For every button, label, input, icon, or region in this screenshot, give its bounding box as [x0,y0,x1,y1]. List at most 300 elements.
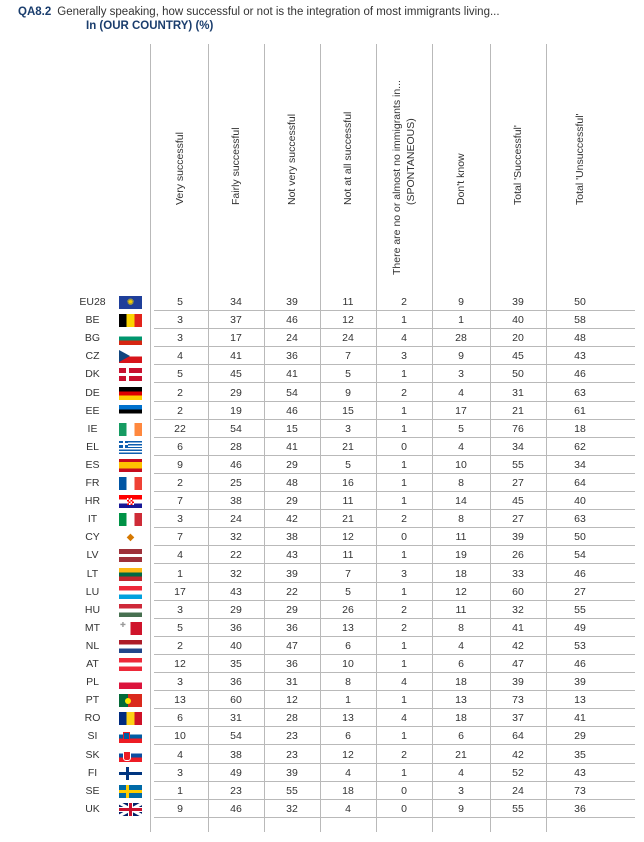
value-cell: 18 [342,784,354,797]
value-cell: 31 [512,386,524,399]
flag-part [119,387,142,400]
value-cell: 39 [512,296,524,308]
column-header: Don't know [455,153,467,205]
table-row [75,402,635,420]
value-cell: 46 [230,802,242,815]
value-cell: 31 [230,712,242,725]
value-cell: 50 [512,368,524,381]
value-cell: 46 [574,658,586,670]
value-cell: 49 [574,621,586,634]
value-cell: 0 [401,531,407,544]
table-row [75,438,635,456]
value-cell: 6 [177,712,183,725]
flag-es-icon [119,459,142,472]
table-row [75,583,635,601]
value-cell: 2 [177,386,183,399]
value-cell: 46 [574,368,586,381]
flag-part [119,640,142,653]
value-cell: 3 [458,784,464,797]
flag-part [119,477,142,490]
flag-part [123,732,130,740]
value-cell: 19 [455,549,467,562]
value-cell: 9 [345,386,351,399]
value-cell: 34 [512,440,524,453]
flag-fi-icon [119,767,142,780]
value-cell: 22 [286,585,298,598]
value-cell: 1 [401,585,407,598]
value-cell: 60 [230,694,242,707]
value-cell: 43 [230,585,242,598]
value-cell: 24 [512,784,524,797]
value-cell: 3 [177,603,183,616]
table-row [75,764,635,782]
value-cell: 55 [574,603,586,616]
value-cell: 27 [512,477,524,489]
value-cell: 39 [286,567,298,580]
country-code: ES [85,458,100,471]
flag-part [119,808,142,811]
value-cell: 27 [512,513,524,526]
value-cell: 2 [401,296,407,308]
value-cell: 11 [455,603,467,616]
value-cell: 42 [286,513,298,526]
value-cell: 3 [177,332,183,345]
value-cell: 47 [512,658,524,670]
column-header-note: (SPONTANEOUS) [405,118,417,205]
value-cell: 4 [177,549,183,562]
value-cell: 76 [512,422,524,435]
value-cell: 4 [458,639,464,652]
table-row [75,456,635,474]
value-cell: 39 [286,296,298,308]
flag-part [119,332,142,345]
value-cell: 13 [574,694,586,707]
value-cell: 28 [230,440,242,453]
value-cell: 2 [177,477,183,489]
flag-mt-icon [119,622,142,635]
value-cell: 32 [512,603,524,616]
flag-part [119,604,142,617]
value-cell: 12 [174,658,186,670]
value-cell: 13 [342,621,354,634]
table-row [75,329,635,347]
value-cell: 41 [574,712,586,725]
flag-cy-icon [119,531,142,544]
value-cell: 63 [574,513,586,526]
value-cell: 63 [574,386,586,399]
flag-part [119,749,142,762]
value-cell: 36 [286,350,298,363]
value-cell: 15 [342,404,354,417]
value-cell: 43 [574,350,586,363]
value-cell: 1 [401,730,407,743]
value-cell: 11 [342,549,354,562]
value-cell: 47 [286,639,298,652]
table-row [75,510,635,528]
column-header: Total 'Successful' [512,125,524,205]
value-cell: 21 [342,513,354,526]
value-cell: 37 [512,712,524,725]
value-cell: 10 [455,458,467,471]
value-cell: 2 [401,748,407,761]
value-cell: 46 [286,404,298,417]
value-cell: 35 [230,658,242,670]
value-cell: 0 [401,784,407,797]
table-row [75,565,635,583]
flag-part [119,443,128,445]
value-cell: 13 [342,712,354,725]
value-cell: 53 [574,639,586,652]
value-cell: 50 [574,531,586,544]
value-cell: 2 [177,404,183,417]
flag-part [119,423,142,436]
flag-el-icon [119,441,142,454]
value-cell: 2 [401,603,407,616]
flag-part: ✚ [120,621,126,629]
table-row [75,601,635,619]
flag-pl-icon [119,676,142,689]
value-cell: 42 [512,748,524,761]
value-cell: 36 [286,621,298,634]
country-code: DK [85,368,100,381]
table-row [75,619,635,637]
flag-part [119,405,142,418]
value-cell: 18 [455,712,467,725]
value-cell: 9 [177,802,183,815]
flag-part [125,698,131,704]
value-cell: 12 [342,531,354,544]
country-code: UK [85,802,100,815]
value-cell: 4 [401,332,407,345]
value-cell: 73 [512,694,524,707]
flag-fr-icon [119,477,142,490]
table-row [75,655,635,673]
value-cell: 6 [345,639,351,652]
value-cell: 9 [458,350,464,363]
value-cell: 55 [512,458,524,471]
table-row [75,420,635,438]
value-cell: 48 [286,477,298,489]
value-cell: 4 [458,440,464,453]
country-code: PL [86,676,99,689]
country-code: RO [84,712,101,725]
value-cell: 1 [177,567,183,580]
value-cell: 39 [574,676,586,689]
flag-at-icon [119,658,142,671]
flag-be-icon [119,314,142,327]
value-cell: 7 [345,350,351,363]
value-cell: 3 [458,368,464,381]
country-code: PT [85,694,100,707]
value-cell: 29 [230,386,242,399]
value-cell: 49 [230,766,242,779]
country-code: FI [87,766,98,779]
table-row [75,311,635,329]
country-code: EU28 [79,296,106,308]
country-code: BG [84,332,101,345]
value-cell: 29 [286,495,298,508]
value-cell: 19 [230,404,242,417]
value-cell: 26 [342,603,354,616]
flag-uk-icon [119,803,142,816]
value-cell: 0 [401,440,407,453]
value-cell: 45 [230,368,242,381]
value-cell: 45 [512,350,524,363]
value-cell: 34 [574,458,586,471]
flag-part [119,622,142,635]
value-cell: 8 [458,513,464,526]
column-header: Total 'Unsuccessful' [574,113,586,205]
value-cell: 55 [286,784,298,797]
value-cell: 5 [345,368,351,381]
value-cell: 25 [230,477,242,489]
value-cell: 29 [286,458,298,471]
question-text: Generally speaking, how successful or not is the integration of most immigrants living... [57,6,500,18]
value-cell: 73 [574,784,586,797]
column-header: Not at all successful [342,111,354,205]
value-cell: 40 [230,639,242,652]
country-code: DE [85,386,100,399]
value-cell: 54 [230,730,242,743]
flag-part [119,314,142,327]
value-cell: 23 [286,748,298,761]
value-cell: 4 [177,748,183,761]
flag-de-icon [119,387,142,400]
value-cell: 6 [458,658,464,670]
value-cell: 17 [455,404,467,417]
value-cell: 1 [177,784,183,797]
value-cell: 54 [230,422,242,435]
flag-part [119,350,130,362]
value-cell: 46 [286,314,298,327]
column-header: Not very successful [286,113,298,205]
value-cell: 1 [401,458,407,471]
value-cell: 28 [286,712,298,725]
value-cell: 60 [512,585,524,598]
value-cell: 32 [230,567,242,580]
value-cell: 4 [345,802,351,815]
value-cell: 36 [230,621,242,634]
country-code: SK [85,748,100,761]
flag-part [119,586,142,599]
value-cell: 1 [401,549,407,562]
country-code: NL [85,639,100,652]
value-cell: 18 [455,567,467,580]
value-cell: 41 [230,350,242,363]
flag-part: ✺ [119,296,142,309]
value-cell: 23 [286,730,298,743]
flag-hr-icon [119,495,142,508]
value-cell: 41 [286,440,298,453]
value-cell: 46 [574,567,586,580]
country-code: IE [87,422,98,435]
value-cell: 43 [574,766,586,779]
flag-part [119,368,142,381]
flag-hu-icon [119,604,142,617]
value-cell: 3 [177,676,183,689]
value-cell: 16 [342,477,354,489]
flag-pt-icon [119,694,142,707]
flag-lu-icon [119,586,142,599]
value-cell: 46 [230,458,242,471]
value-cell: 5 [177,368,183,381]
value-cell: 22 [230,549,242,562]
country-code: LU [85,585,100,598]
value-cell: 5 [177,621,183,634]
value-cell: 8 [345,676,351,689]
flag-part [119,694,142,707]
table-row [75,800,635,818]
flag-part [119,441,142,454]
flag-ee-icon [119,405,142,418]
value-cell: 35 [574,748,586,761]
value-cell: 39 [512,676,524,689]
value-cell: 26 [512,549,524,562]
value-cell: 5 [345,585,351,598]
value-cell: 38 [286,531,298,544]
value-cell: 2 [401,386,407,399]
flag-part [119,712,142,725]
flag-part [119,513,142,526]
value-cell: 1 [401,368,407,381]
value-cell: 3 [177,766,183,779]
value-cell: 8 [458,477,464,489]
value-cell: 7 [177,531,183,544]
value-cell: 18 [574,422,586,435]
value-cell: 24 [342,332,354,345]
value-cell: 13 [174,694,186,707]
value-cell: 9 [177,458,183,471]
value-cell: 4 [345,766,351,779]
value-cell: 21 [455,748,467,761]
country-code: IT [87,513,98,526]
value-cell: 32 [286,802,298,815]
value-cell: 4 [401,676,407,689]
value-cell: 12 [342,314,354,327]
country-code: EE [85,404,100,417]
value-cell: 61 [574,404,586,417]
value-cell: 9 [458,296,464,308]
value-cell: 12 [342,748,354,761]
country-code: CZ [85,350,100,363]
table-row [75,637,635,655]
table-row [75,365,635,383]
country-code: HR [84,495,101,508]
value-cell: 3 [177,314,183,327]
flag-part [119,495,142,508]
flag-part [119,730,142,743]
table-row [75,528,635,546]
value-cell: 3 [401,350,407,363]
value-cell: 54 [286,386,298,399]
value-cell: 1 [345,694,351,707]
value-cell: 22 [174,422,186,435]
table-row [75,474,635,492]
value-cell: 3 [345,422,351,435]
value-cell: 1 [458,314,464,327]
value-cell: 14 [455,495,467,508]
country-code: FR [85,477,100,489]
value-cell: 50 [574,296,586,308]
column-header: Fairly successful [230,127,242,205]
table-row [75,782,635,800]
table-row [75,673,635,691]
value-cell: 11 [342,495,354,508]
value-cell: 54 [574,549,586,562]
flag-dk-icon [119,368,142,381]
flag-part [119,373,142,376]
value-cell: 24 [230,513,242,526]
value-cell: 4 [458,386,464,399]
table-row [75,709,635,727]
flag-se-icon [119,785,142,798]
country-code: HU [84,603,101,616]
value-cell: 11 [342,296,354,308]
value-cell: 1 [401,404,407,417]
flag-it-icon [119,513,142,526]
flag-eu-icon [119,296,142,309]
value-cell: 18 [455,676,467,689]
value-cell: 42 [512,639,524,652]
value-cell: 32 [230,531,242,544]
value-cell: 38 [230,748,242,761]
value-cell: 7 [177,495,183,508]
value-cell: 3 [401,567,407,580]
value-cell: 8 [458,621,464,634]
value-cell: 4 [401,712,407,725]
value-cell: 1 [401,658,407,670]
value-cell: 39 [512,531,524,544]
value-cell: 1 [401,314,407,327]
value-cell: 12 [455,585,467,598]
value-cell: 41 [512,621,524,634]
value-cell: 1 [401,477,407,489]
table-row [75,492,635,510]
value-cell: 5 [177,296,183,308]
value-cell: 2 [401,621,407,634]
value-cell: 24 [286,332,298,345]
value-cell: 11 [455,531,467,544]
flag-lt-icon [119,568,142,581]
value-cell: 52 [512,766,524,779]
flag-part [119,459,142,472]
value-cell: 41 [286,368,298,381]
country-code: LT [86,567,99,580]
table-row [75,347,635,365]
flag-part [119,658,142,671]
value-cell: 36 [286,658,298,670]
value-cell: 23 [230,784,242,797]
value-cell: 62 [574,440,586,453]
value-cell: 64 [512,730,524,743]
flag-part [119,767,142,780]
value-cell: 40 [574,495,586,508]
country-code: BE [85,314,100,327]
column-header: Very successful [174,132,186,205]
flag-part [119,350,142,363]
country-code: EL [86,440,99,453]
value-cell: 29 [574,730,586,743]
value-cell: 64 [574,477,586,489]
value-cell: 5 [458,422,464,435]
flag-sk-icon [119,749,142,762]
flag-part [119,676,142,689]
flag-ro-icon [119,712,142,725]
value-cell: 31 [286,676,298,689]
value-cell: 3 [177,513,183,526]
country-code: AT [86,658,99,670]
value-cell: 36 [230,676,242,689]
